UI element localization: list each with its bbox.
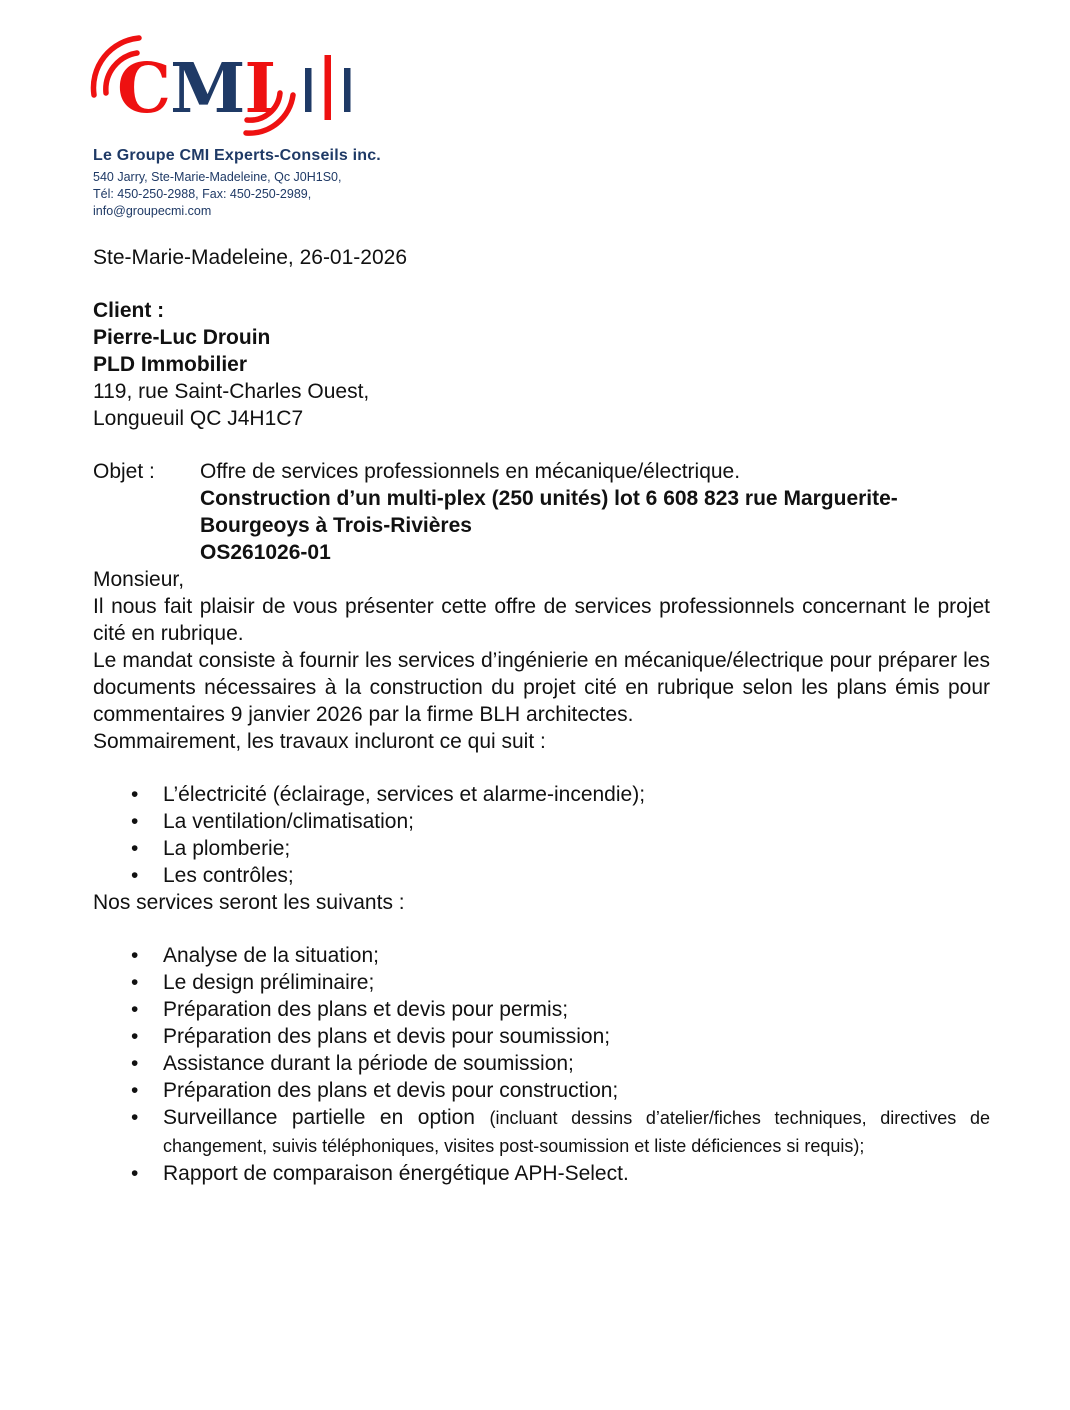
- address-line: info@groupecmi.com: [93, 204, 212, 218]
- client-company: PLD Immobilier: [93, 353, 248, 376]
- logo-letters: [117, 49, 275, 129]
- logo-bar: [325, 55, 332, 120]
- subject-label: Objet :: [93, 460, 155, 483]
- service-item-note: (incluant dessins d’atelier/fiches techniques, directives de changement, suivis téléphoniques, visites post-soumission et liste déficiences si requis);: [163, 1108, 990, 1156]
- client-name: Pierre-Luc Drouin: [93, 326, 271, 349]
- work-item: • L’électricité (éclairage, services et alarme-incendie);: [93, 781, 990, 808]
- client-address-line: Longueuil QC J4H1C7: [93, 407, 304, 430]
- service-item: • Préparation des plans et devis pour soumission;: [93, 1023, 990, 1050]
- subject-block: [93, 458, 990, 566]
- services-list: [93, 942, 990, 1187]
- service-item-text: Surveillance partielle en option: [163, 1106, 490, 1129]
- logo-letter-c: C: [117, 49, 171, 129]
- letter-body: [93, 244, 990, 1187]
- service-item: • Préparation des plans et devis pour permis;: [93, 996, 990, 1023]
- work-item: • La ventilation/climatisation;: [93, 808, 990, 835]
- subject-line: Offre de services professionnels en mécanique/électrique.: [200, 460, 741, 483]
- service-item: [93, 1104, 990, 1160]
- logo-letter-i: I: [244, 49, 276, 129]
- cmi-logo: [93, 38, 358, 140]
- service-item: • Le design préliminaire;: [93, 969, 990, 996]
- logo-letter-m: M: [170, 49, 245, 129]
- services-intro: Nos services seront les suivants :: [93, 891, 405, 914]
- subject-line: Bourgeoys à Trois-Rivières: [200, 514, 472, 537]
- subject-ref: OS261026-01: [200, 541, 331, 564]
- client-label: Client :: [93, 299, 165, 322]
- letterhead: [93, 38, 990, 220]
- paragraph-intro: Il nous fait plaisir de vous présenter cette offre de services professionnels concernant le projet cité en rubrique.: [93, 595, 990, 645]
- service-item: • Préparation des plans et devis pour construction;: [93, 1077, 990, 1104]
- work-item: • Les contrôles;: [93, 862, 990, 889]
- service-item: • Assistance durant la période de soumission;: [93, 1050, 990, 1077]
- company-address: [93, 169, 990, 220]
- salutation: Monsieur,: [93, 568, 185, 591]
- subject-line: Construction d’un multi-plex (250 unités) lot 6 608 823 rue Marguerite-: [200, 487, 898, 510]
- service-item: • Rapport de comparaison énergétique APH-Select.: [93, 1160, 990, 1187]
- service-item: • Analyse de la situation;: [93, 942, 990, 969]
- client-address-line: 119, rue Saint-Charles Ouest,: [93, 380, 370, 403]
- work-item: • La plomberie;: [93, 835, 990, 862]
- works-list: [93, 781, 990, 889]
- subject-content: [200, 458, 990, 566]
- dateline: Ste-Marie-Madeleine, 26-01-2026: [93, 246, 408, 269]
- address-line: Tél: 450-250-2988, Fax: 450-250-2989,: [93, 187, 312, 201]
- paragraph-mandate: Le mandat consiste à fournir les services d’ingénierie en mécanique/électrique pour préparer les documents nécessaires à la construction du projet cité en rubrique selon les plans émis pour commentaires 9 janvier 2026 par la firme BLH architectes.: [93, 649, 990, 726]
- client-block: [93, 297, 990, 432]
- logo-bar: [344, 68, 351, 112]
- works-intro: Sommairement, les travaux incluront ce qui suit :: [93, 730, 546, 753]
- logo-bar: [305, 68, 312, 112]
- address-line: 540 Jarry, Ste-Marie-Madeleine, Qc J0H1S0,: [93, 170, 342, 184]
- company-name: Le Groupe CMI Experts-Conseils inc.: [93, 147, 381, 164]
